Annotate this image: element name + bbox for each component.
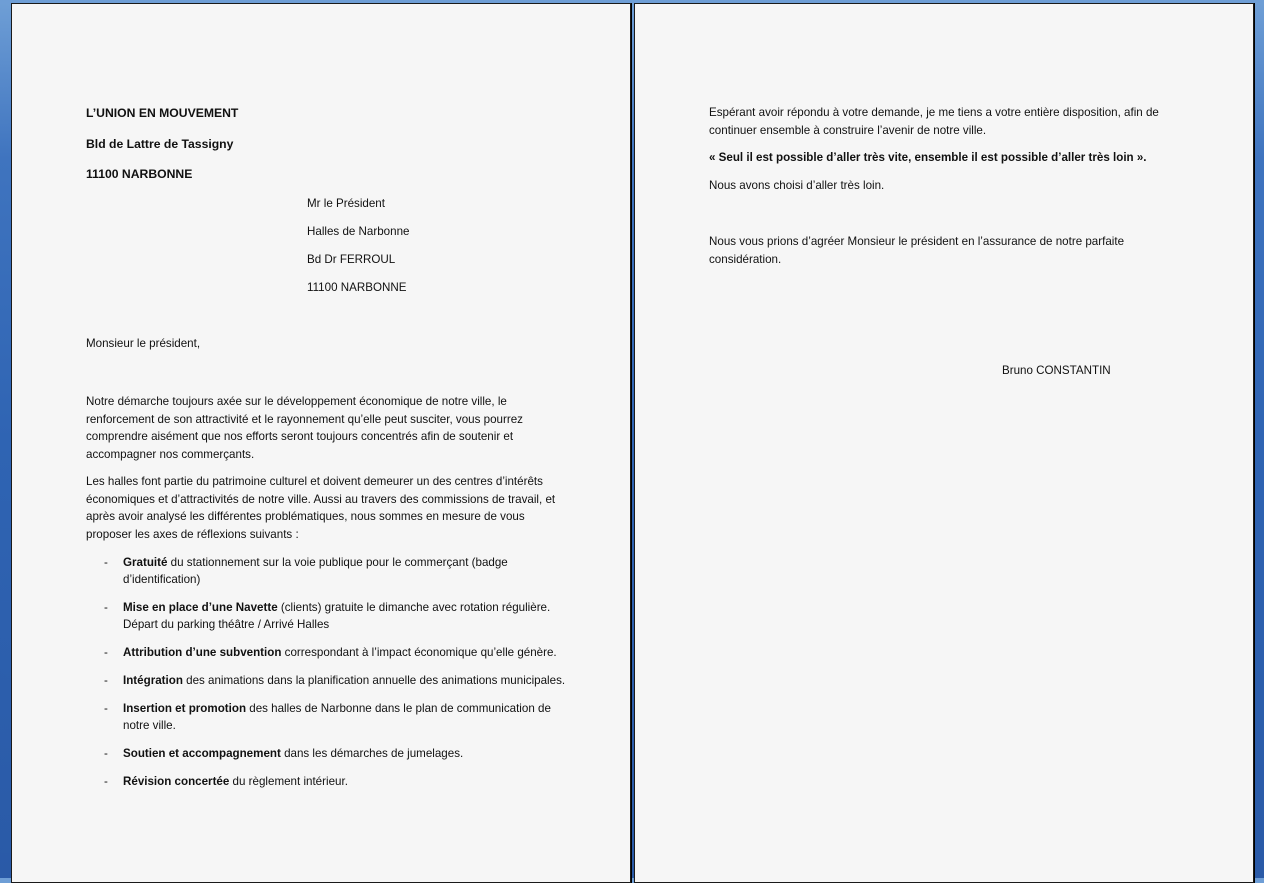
list-item-text: correspondant à l’impact économique qu’elle génère. [281, 646, 557, 659]
list-item-bold: Intégration [123, 674, 183, 687]
list-item-text: des animations dans la planification annuelle des animations municipales. [182, 674, 566, 687]
list-item-bold: Soutien et accompagnement [123, 747, 281, 760]
letter-page-1 [11, 3, 631, 883]
bullet-marker: - [104, 775, 108, 788]
sender-organization: L’UNION EN MOUVEMENT [86, 106, 239, 120]
bullet-marker: - [104, 646, 108, 659]
bullet-marker: - [104, 556, 108, 569]
bullet-marker: - [104, 674, 108, 687]
list-item-text: dans les démarches de jumelages. [280, 747, 464, 760]
sender-city: 11100 NARBONNE [86, 167, 193, 181]
recipient-line-2: Halles de Narbonne [307, 225, 410, 238]
list-item-text: des halles de Narbonne dans le plan de communication de notre ville. [123, 702, 551, 732]
list-item [104, 700, 574, 734]
bullet-marker: - [104, 702, 108, 715]
paragraph-2: Les halles font partie du patrimoine culturel et doivent demeurer un des centres d’intérêts économiques et d’attractivités de notre ville. Aussi au travers des commissions de travail, et après avoir analysé les différentes problématiques, nous sommes en mesure de vous proposer les axes de réflexions suivants : [86, 475, 556, 541]
letter-page-2 [634, 3, 1254, 883]
list-item-text: (clients) gratuite le dimanche avec rotation régulière. Départ du parking théâtre / Arrivé Halles [123, 601, 551, 631]
bullet-marker: - [104, 601, 108, 614]
closing-paragraph: Espérant avoir répondu à votre demande, je me tiens a votre entière disposition, afin de continuer ensemble à construire l’avenir de notre ville. [709, 106, 1159, 137]
list-item [104, 745, 574, 762]
list-item-bold: Insertion et promotion [123, 702, 247, 715]
recipient-line-4: 11100 NARBONNE [307, 281, 407, 294]
formal-closing: Nous vous prions d’agréer Monsieur le président en l’assurance de notre parfaite considération. [709, 235, 1125, 266]
recipient-line-3: Bd Dr FERROUL [307, 253, 396, 266]
signature: Bruno CONSTANTIN [1002, 364, 1111, 377]
sender-street: Bld de Lattre de Tassigny [86, 137, 234, 151]
chosen-statement: Nous avons choisi d’aller très loin. [709, 179, 885, 192]
list-item-text: du stationnement sur la voie publique pour le commerçant (badge d’identification) [123, 556, 508, 586]
bullet-marker: - [104, 747, 108, 760]
salutation: Monsieur le président, [86, 337, 201, 350]
list-item [104, 554, 574, 588]
list-item [104, 644, 574, 661]
list-item-text: du règlement intérieur. [229, 775, 348, 788]
paragraph-1: Notre démarche toujours axée sur le développement économique de notre ville, le renforcement de son attractivité et le rayonnement qu’elle peut susciter, vous pourrez comprendre aisément que nos efforts seront toujours concentrés afin de soutenir et accompagner nos commerçants. [86, 395, 523, 461]
list-item [104, 773, 574, 790]
list-item-bold: Mise en place d’une Navette [123, 601, 278, 614]
list-item [104, 599, 574, 633]
list-item-bold: Gratuité [123, 556, 168, 569]
list-item-bold: Révision concertée [123, 775, 230, 788]
quote: « Seul il est possible d’aller très vite, ensemble il est possible d’aller très loin ». [709, 151, 1147, 164]
proposals-list [104, 554, 574, 801]
list-item-bold: Attribution d’une subvention [123, 646, 282, 659]
recipient-line-1: Mr le Président [307, 197, 385, 210]
list-item [104, 672, 574, 689]
